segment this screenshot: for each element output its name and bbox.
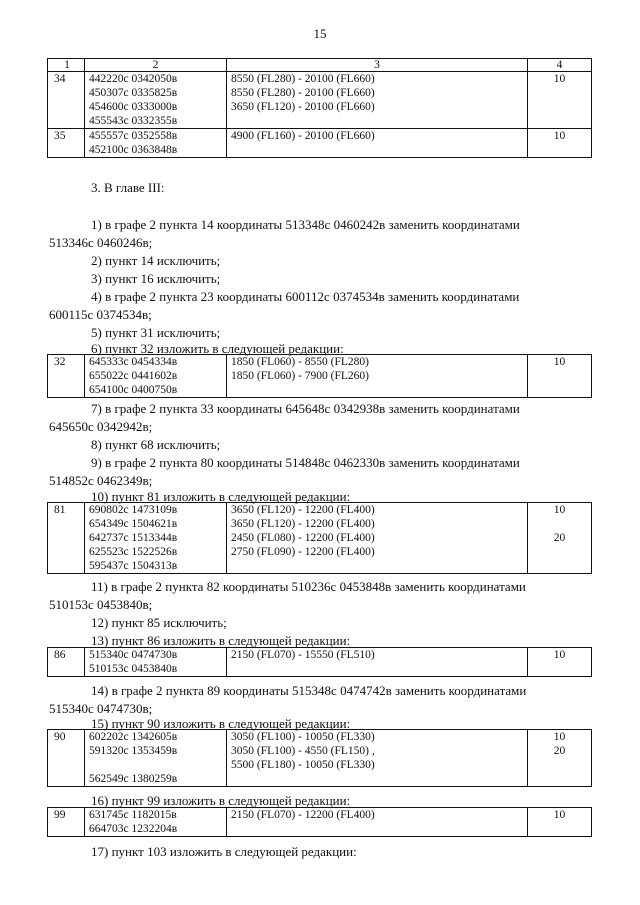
item-4-line-1: 4) в графе 2 пункта 23 координаты 600112с 0374534в заменить координатами [91, 289, 520, 304]
col-header-1: 1 [48, 59, 85, 72]
coords-cell [85, 355, 227, 398]
coords-cell [85, 72, 227, 129]
item-13: 13) пункт 86 изложить в следующей редакции: [91, 633, 351, 648]
item-15: 15) пункт 90 изложить в следующей редакции: [91, 716, 351, 731]
table-row [48, 808, 592, 837]
table-item-99 [47, 807, 592, 837]
table-item-32 [47, 354, 592, 398]
row-number: 86 [48, 648, 85, 677]
level: 1850 (FL060) - 8550 (FL280) [231, 356, 369, 368]
level: 3050 (FL100) - 4550 (FL150) , [231, 745, 375, 757]
table-row [48, 129, 592, 158]
row-number: 99 [48, 808, 85, 837]
row-number: 35 [48, 129, 85, 158]
item-14-line-2: 515340с 0474730в; [49, 701, 153, 716]
table-row [48, 355, 592, 398]
level: 2150 (FL070) - 12200 (FL400) [231, 809, 375, 821]
coord: 442220с 0342050в [89, 73, 178, 85]
item-4-line-2: 600115с 0374534в; [49, 307, 152, 322]
table-item-81 [47, 502, 592, 574]
coords-cell [85, 648, 227, 677]
width-cell [528, 808, 592, 837]
coords-cell [85, 730, 227, 787]
coords-cell [85, 808, 227, 837]
width-value: 10 [553, 731, 566, 743]
coord: 455543с 0332355в [89, 115, 178, 127]
coord: 454600с 0333000в [89, 101, 178, 113]
col-header-3: 3 [227, 59, 528, 72]
coord: 562549с 1380259в [89, 773, 178, 785]
page-number: 15 [313, 26, 327, 41]
level: 1850 (FL060) - 7900 (FL260) [231, 370, 369, 382]
width-cell [528, 72, 592, 129]
coord: 642737с 1513344в [89, 532, 178, 544]
level: 2450 (FL080) - 12200 (FL400) [231, 532, 375, 544]
coord: 595437с 1504313в [89, 560, 178, 572]
coord: 510153с 0453840в [89, 663, 178, 675]
chapter-heading: 3. В главе III: [91, 180, 165, 195]
width-cell [528, 355, 592, 398]
item-10: 10) пункт 81 изложить в следующей редакции: [91, 489, 351, 504]
coord: 645333с 0454334в [89, 356, 178, 368]
row-number: 81 [48, 503, 85, 574]
levels-cell [227, 129, 528, 158]
level: 3650 (FL120) - 20100 (FL660) [231, 101, 375, 113]
item-9-line-2: 514852с 0462349в; [49, 473, 153, 488]
width-value: 10 [553, 649, 566, 661]
coord: 655022с 0441602в [89, 370, 178, 382]
col-header-4: 4 [528, 59, 592, 72]
levels-cell [227, 355, 528, 398]
width-value: 10 [553, 73, 566, 85]
item-2: 2) пункт 14 исключить; [91, 253, 221, 268]
width-cell [528, 129, 592, 158]
table-row [48, 648, 592, 677]
coord: 452100с 0363848в [89, 144, 178, 156]
coord: 654100с 0400750в [89, 384, 178, 396]
coord: 631745с 1182015в [89, 809, 177, 821]
coord: 450307с 0335825в [89, 87, 178, 99]
width-value: 20 [553, 532, 566, 544]
item-1-line-1: 1) в графе 2 пункта 14 координаты 513348с 0460242в заменить координатами [91, 217, 520, 232]
item-12: 12) пункт 85 исключить; [91, 615, 227, 630]
width-value: 20 [553, 745, 566, 757]
item-9-line-1: 9) в графе 2 пункта 80 координаты 514848с 0462330в заменить координатами [91, 455, 520, 470]
coord: 455557с 0352558в [89, 130, 178, 142]
table-header-row [48, 59, 592, 72]
level: 3050 (FL100) - 10050 (FL330) [231, 731, 375, 743]
item-7-line-1: 7) в графе 2 пункта 33 координаты 645648с 0342938в заменить координатами [91, 401, 520, 416]
width-value: 10 [553, 130, 566, 142]
item-7-line-2: 645650с 0342942в; [49, 419, 153, 434]
width-value: 10 [553, 356, 566, 368]
levels-cell [227, 72, 528, 129]
row-number: 32 [48, 355, 85, 398]
item-3: 3) пункт 16 исключить; [91, 271, 221, 286]
level: 2750 (FL090) - 12200 (FL400) [231, 546, 375, 558]
row-number: 34 [48, 72, 85, 129]
level: 4900 (FL160) - 20100 (FL660) [231, 130, 375, 142]
level: 3650 (FL120) - 12200 (FL400) [231, 518, 375, 530]
item-6: 6) пункт 32 изложить в следующей редакции: [91, 341, 344, 356]
table-item-86 [47, 647, 592, 677]
coord: 625523с 1522526в [89, 546, 178, 558]
width-value: 10 [553, 504, 566, 516]
col-header-2: 2 [85, 59, 227, 72]
item-17: 17) пункт 103 изложить в следующей редакции: [91, 844, 357, 859]
levels-cell [227, 730, 528, 787]
level: 5500 (FL180) - 10050 (FL330) [231, 759, 375, 771]
main-table [47, 58, 592, 158]
item-1-line-2: 513346с 0460246в; [49, 235, 153, 250]
coords-cell [85, 503, 227, 574]
table-row [48, 72, 592, 129]
level: 8550 (FL280) - 20100 (FL660) [231, 87, 375, 99]
levels-cell [227, 648, 528, 677]
table-item-90 [47, 729, 592, 787]
levels-cell [227, 503, 528, 574]
item-8: 8) пункт 68 исключить; [91, 437, 221, 452]
width-value [532, 517, 587, 531]
level: 2150 (FL070) - 15550 (FL510) [231, 649, 375, 661]
coord: 690802с 1473109в [89, 504, 178, 516]
item-16: 16) пункт 99 изложить в следующей редакции: [91, 793, 351, 808]
width-cell [528, 503, 592, 574]
width-cell [528, 730, 592, 787]
table-row [48, 503, 592, 574]
item-14-line-1: 14) в графе 2 пункта 89 координаты 515348с 0474742в заменить координатами [91, 683, 527, 698]
table-row [48, 730, 592, 787]
width-cell [528, 648, 592, 677]
level: 8550 (FL280) - 20100 (FL660) [231, 73, 375, 85]
coord: 654349с 1504621в [89, 518, 178, 530]
coord: 664703с 1232204в [89, 823, 178, 835]
coord: 591320с 1353459в [89, 745, 178, 757]
coords-cell [85, 129, 227, 158]
level: 3650 (FL120) - 12200 (FL400) [231, 504, 375, 516]
levels-cell [227, 808, 528, 837]
coord: 515340с 0474730в [89, 649, 178, 661]
item-11-line-1: 11) в графе 2 пункта 82 координаты 510236с 0453848в заменить координатами [91, 579, 526, 594]
item-11-line-2: 510153с 0453840в; [49, 597, 153, 612]
row-number: 90 [48, 730, 85, 787]
coord: 602202с 1342605в [89, 731, 178, 743]
coord [89, 758, 222, 772]
item-5: 5) пункт 31 исключить; [91, 325, 221, 340]
width-value: 10 [553, 809, 566, 821]
